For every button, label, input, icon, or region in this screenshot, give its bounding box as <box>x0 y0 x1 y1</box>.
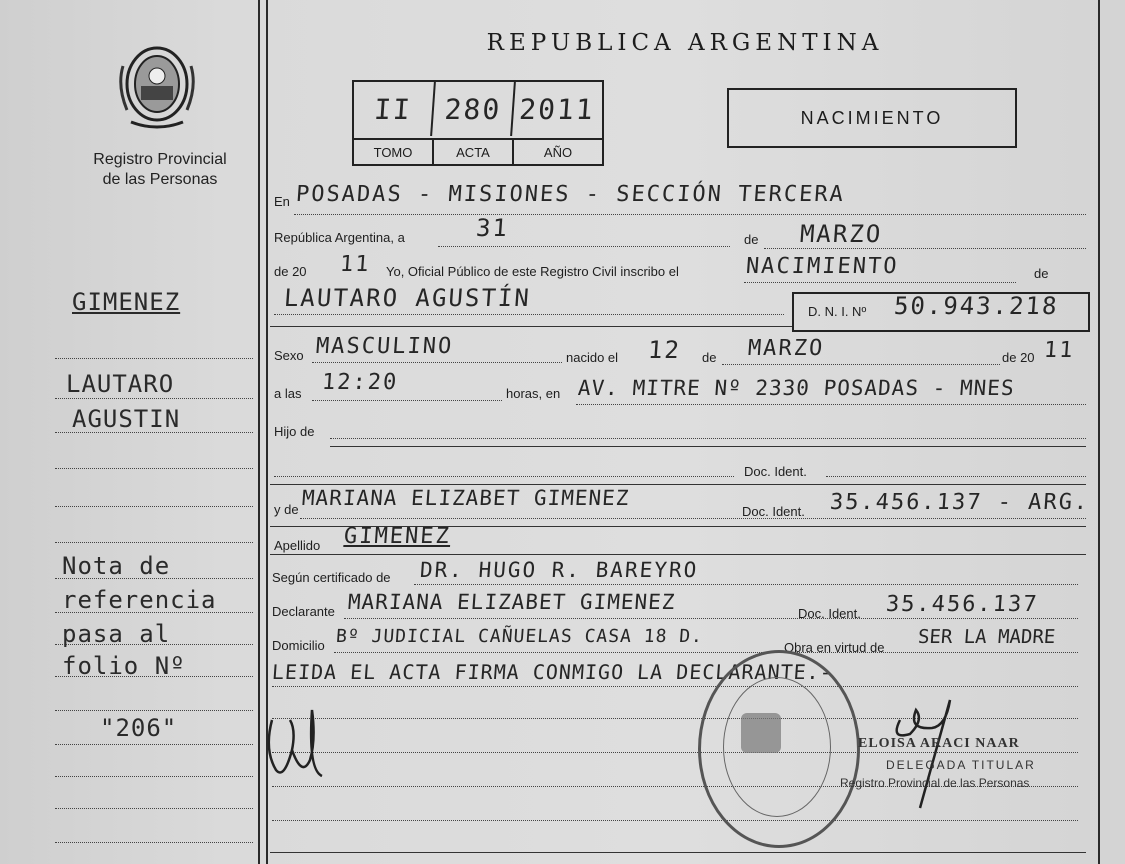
anio-value: 2011 <box>518 92 596 126</box>
declarante-value: MARIANA ELIZABET GIMENEZ <box>347 590 677 614</box>
domicilio-value: Bº JUDICIAL CAÑUELAS CASA 18 D. <box>335 626 704 647</box>
left-rule <box>55 468 253 469</box>
mother-name: MARIANA ELIZABET GIMENEZ <box>301 486 631 510</box>
horas-label: horas, en <box>506 386 561 401</box>
left-rule <box>55 842 253 843</box>
left-rule <box>55 676 253 677</box>
left-rule <box>55 542 253 543</box>
official-stamp <box>698 650 860 848</box>
birth-year: 11 <box>1043 338 1076 363</box>
left-rule <box>55 710 253 711</box>
de-label-3: de <box>702 350 717 365</box>
birth-month: MARZO <box>747 336 826 361</box>
left-second-name: AGUSTIN <box>72 405 181 433</box>
form-rule <box>414 584 1078 585</box>
birth-place: AV. MITRE Nº 2330 POSADAS - MNES <box>577 376 1016 400</box>
form-rule <box>764 248 1086 249</box>
form-rule <box>334 652 1078 653</box>
birth-day: 12 <box>647 336 682 364</box>
sexo-value: MASCULINO <box>315 334 455 359</box>
form-rule <box>722 364 1000 365</box>
form-rule <box>270 852 1086 853</box>
birth-time: 12:20 <box>321 370 400 395</box>
dni-label: D. N. I. Nº <box>808 304 867 319</box>
certificate-value: DR. HUGO R. BAREYRO <box>419 558 700 582</box>
left-rule <box>55 578 253 579</box>
obra-label: Obra en virtud de <box>784 640 885 655</box>
note-line-4: folio Nº <box>62 652 186 680</box>
declarante-doc: 35.456.137 <box>885 592 1040 617</box>
mother-doc: 35.456.137 - ARG. <box>829 490 1091 515</box>
note-line-2: referencia <box>62 586 217 614</box>
segun-label: Según certificado de <box>272 570 391 585</box>
form-rule <box>344 618 1078 619</box>
form-rule <box>826 476 1086 477</box>
officer-name: ELOISA ARACI NAAR <box>858 736 1020 751</box>
registry-name-line1: Registro Provincial <box>93 151 227 168</box>
closing-statement: LEIDA EL ACTA FIRMA CONMIGO LA DECLARANTE.- <box>271 660 834 684</box>
nacido-label: nacido el <box>566 350 619 365</box>
form-rule <box>270 326 792 327</box>
left-rule <box>55 612 253 613</box>
hijo-label: Hijo de <box>274 424 315 439</box>
form-rule <box>438 246 730 247</box>
doc-ident-label: Doc. Ident. <box>744 464 807 479</box>
record-reference-box <box>352 80 604 166</box>
year-suffix: 11 <box>339 252 372 277</box>
left-rule <box>55 808 253 809</box>
officer-org: Registro Provincial de las Personas <box>840 776 1030 790</box>
form-rule <box>744 282 1016 283</box>
child-name: LAUTARO AGUSTÍN <box>283 284 532 312</box>
de-label-2: de <box>1034 266 1049 281</box>
dni-value: 50.943.218 <box>893 292 1060 320</box>
year-prefix: de 20 <box>274 264 307 279</box>
form-rule <box>576 404 1086 405</box>
doc-label-2: Doc. Ident. <box>742 504 805 519</box>
apellido-label: Apellido <box>274 538 321 553</box>
month-value: MARZO <box>799 220 884 248</box>
note-line-3: pasa al <box>62 620 171 648</box>
form-rule <box>274 314 784 315</box>
de-label: de <box>744 232 759 247</box>
declarant-signature <box>262 700 338 784</box>
form-rule <box>330 446 1086 447</box>
registry-name-line2: de las Personas <box>102 171 218 188</box>
stamp-emblem-icon <box>741 713 781 753</box>
tomo-label: TOMO <box>354 138 434 164</box>
acta-value: 280 <box>432 82 516 136</box>
form-rule <box>270 484 1086 485</box>
alas-label: a las <box>274 386 302 401</box>
obra-value: SER LA MADRE <box>917 626 1057 648</box>
anio-label: AÑO <box>514 138 602 164</box>
tomo-value: II <box>352 82 436 136</box>
right-edge-line <box>1098 0 1100 864</box>
left-rule <box>55 744 253 745</box>
left-rule <box>55 506 253 507</box>
center-divider-line <box>258 0 260 864</box>
left-surname: GIMENEZ <box>72 288 181 316</box>
country-title: REPUBLICA ARGENTINA <box>486 30 884 56</box>
form-rule <box>294 214 1086 215</box>
day-value: 31 <box>475 214 510 242</box>
republica-label: República Argentina, a <box>274 230 405 245</box>
note-line-1: Nota de <box>62 552 171 580</box>
apellido-value: GIMENEZ <box>343 524 452 549</box>
inscribo-value: NACIMIENTO <box>745 254 900 279</box>
left-first-name: LAUTARO <box>66 370 175 398</box>
form-rule <box>272 820 1078 821</box>
left-rule <box>55 358 253 359</box>
declarante-label: Declarante <box>272 604 335 619</box>
form-rule <box>330 438 1086 439</box>
form-rule <box>312 400 502 401</box>
left-rule <box>55 776 253 777</box>
form-rule <box>300 518 1086 519</box>
yde-label: y de <box>274 502 299 517</box>
left-rule <box>55 432 253 433</box>
en-value: POSADAS - MISIONES - SECCIÓN TERCERA <box>295 182 846 207</box>
left-rule <box>55 644 253 645</box>
form-rule <box>270 554 1086 555</box>
misiones-seal-icon <box>113 36 201 132</box>
record-type-box: NACIMIENTO <box>727 88 1017 148</box>
domicilio-label: Domicilio <box>272 638 325 653</box>
form-rule <box>274 476 734 477</box>
doc-label-3: Doc. Ident. <box>798 606 861 621</box>
de20-label: de 20 <box>1002 350 1035 365</box>
note-line-5: "206" <box>100 714 178 742</box>
form-rule <box>312 362 562 363</box>
left-rule <box>55 398 253 399</box>
acta-label: ACTA <box>434 138 514 164</box>
en-label: En <box>274 194 290 209</box>
officer-title: DELEGADA TITULAR <box>886 758 1036 772</box>
sexo-label: Sexo <box>274 348 304 363</box>
inscribo-text: Yo, Oficial Público de este Registro Civil inscribo el <box>386 264 679 279</box>
